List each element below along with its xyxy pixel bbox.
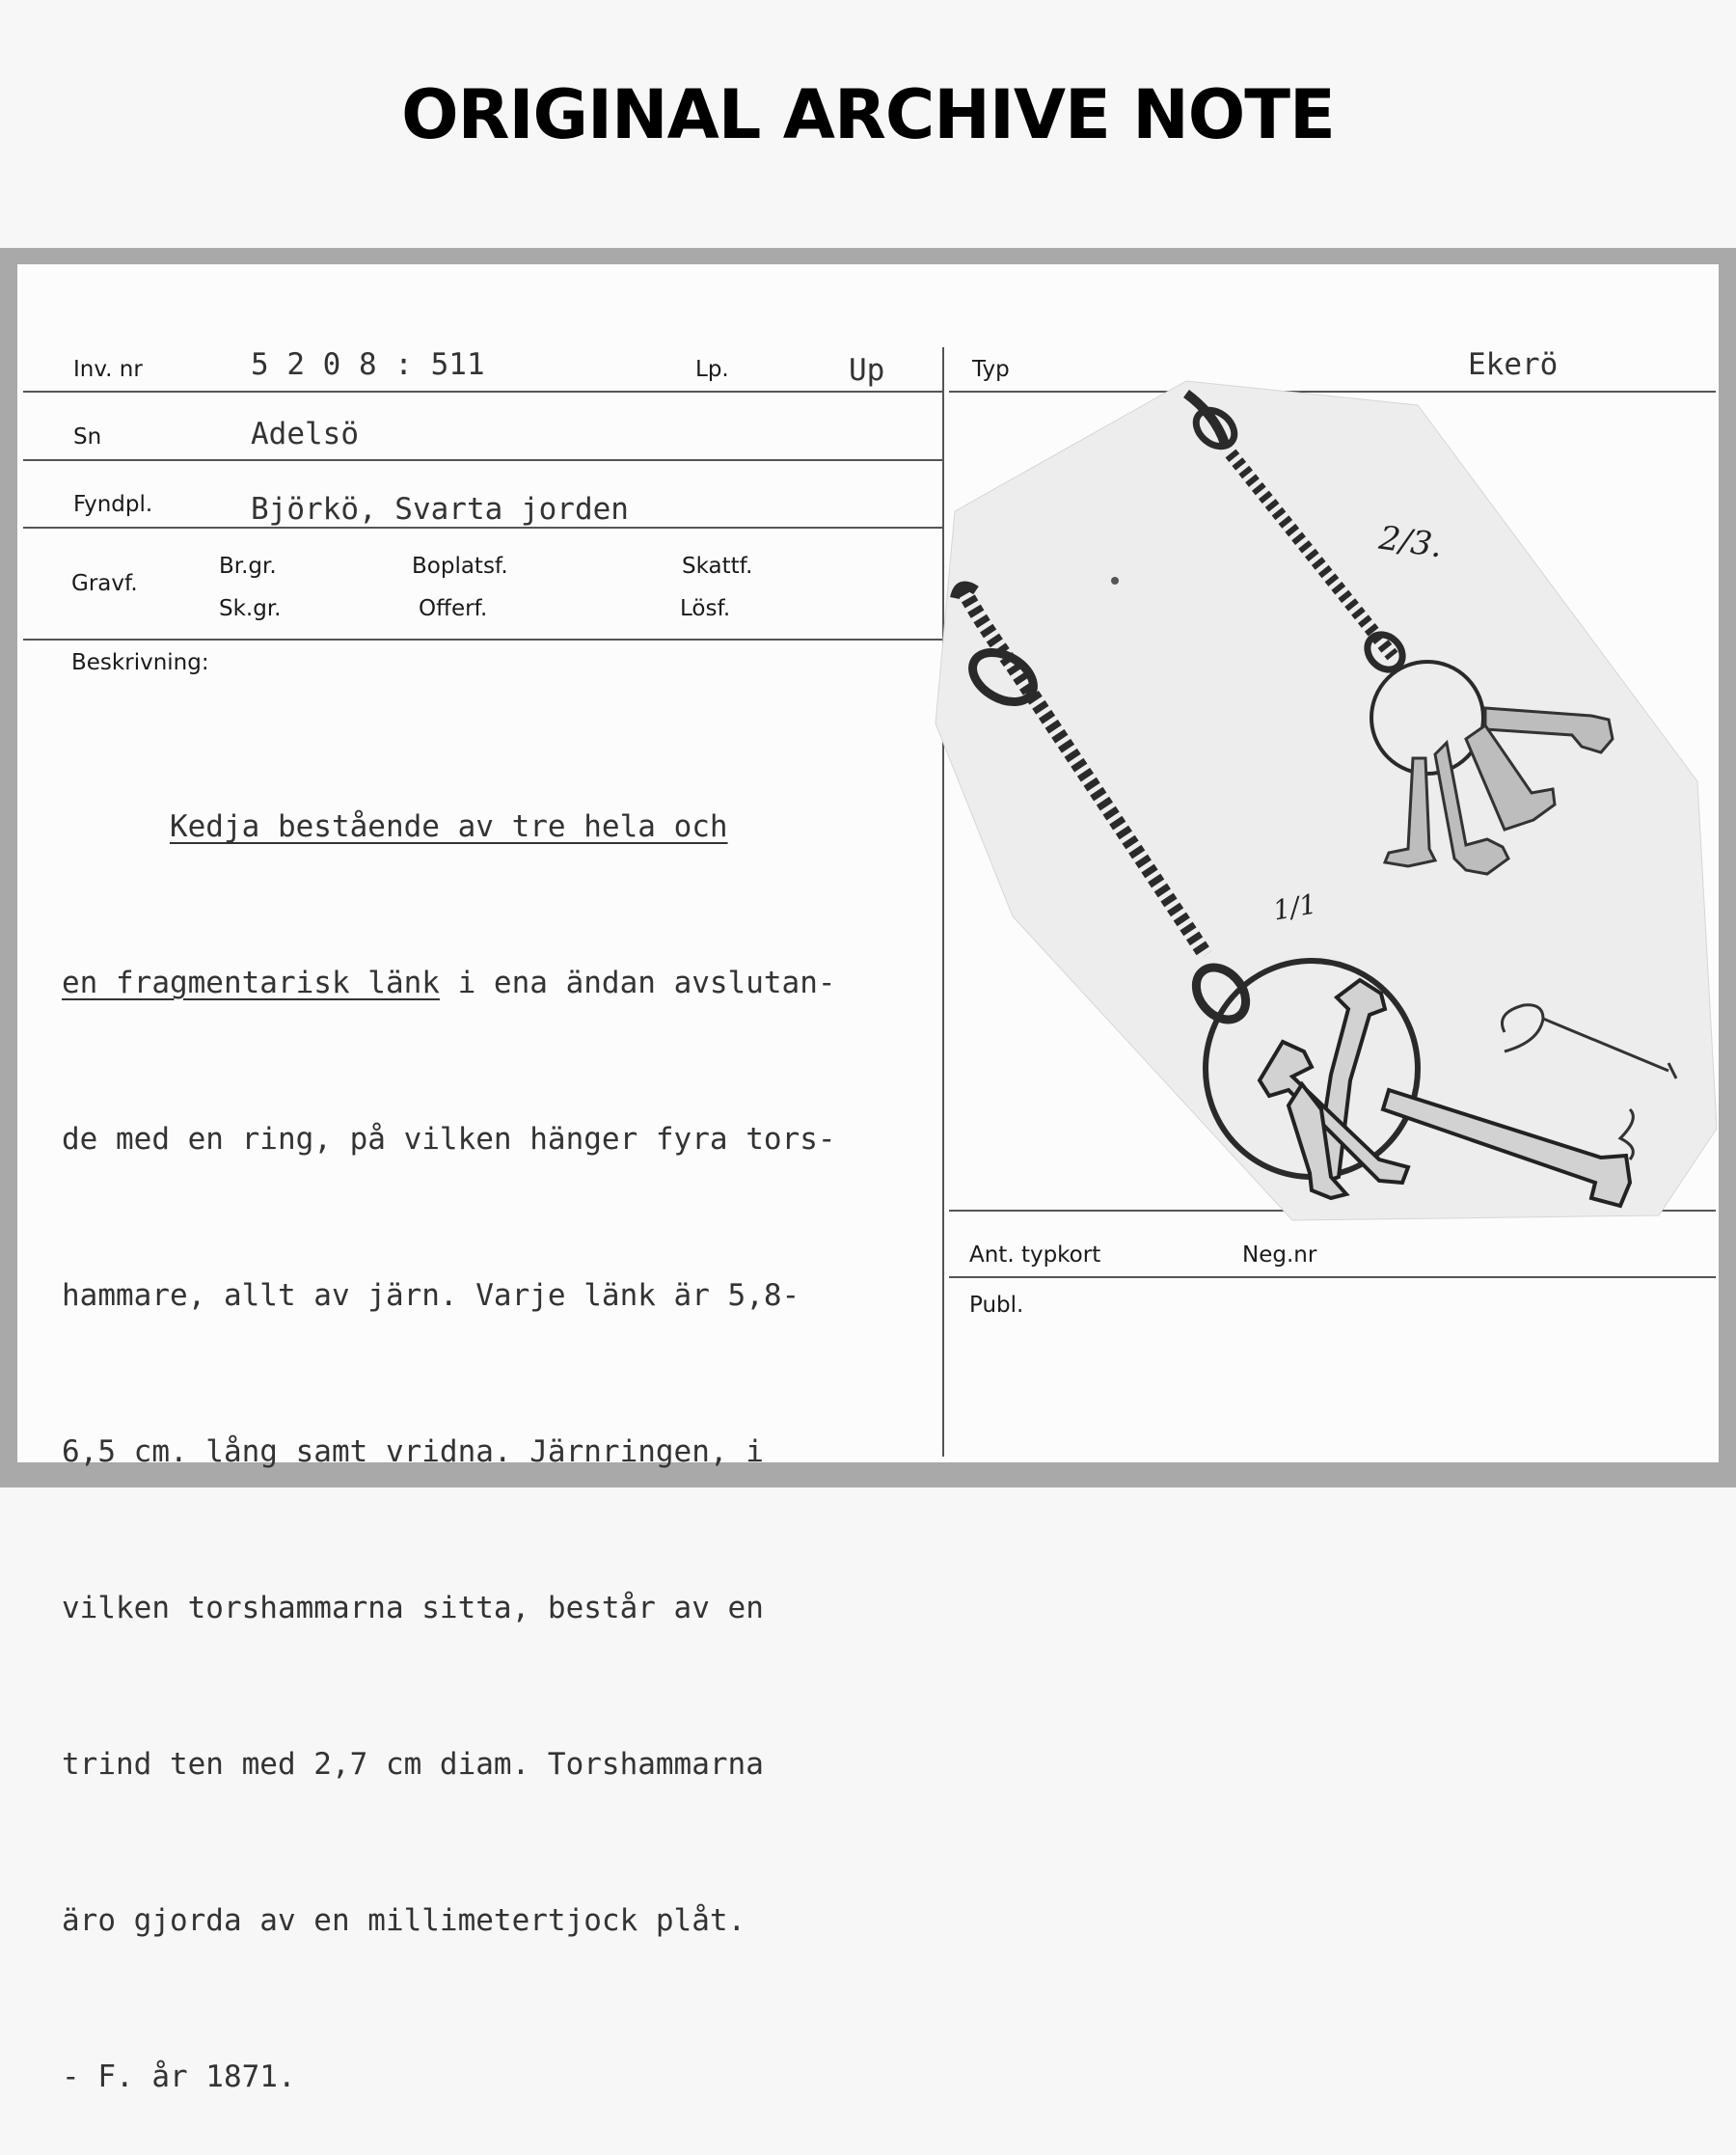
description-line (62, 801, 968, 853)
row-divider (949, 1276, 1716, 1278)
description-underlined: en fragmentarisk länk (62, 966, 440, 1000)
gravf-label: Gravf. (71, 571, 138, 596)
description-line: äro gjorda av en millimetertjock plåt. (62, 1903, 746, 1938)
ant-typkort-label: Ant. typkort (969, 1242, 1101, 1268)
lp-label: Lp. (695, 357, 729, 382)
row-divider (23, 527, 942, 529)
beskrivning-label: Beskrivning: (71, 650, 209, 675)
description-text-run: i ena ändan avslutan- (439, 966, 836, 1000)
inv-nr-label: Inv. nr (73, 357, 143, 382)
description-line (62, 957, 968, 1009)
fyndpl-label: Fyndpl. (73, 492, 153, 517)
description-line: vilken torshammarna sitta, består av en (62, 1591, 764, 1625)
sn-value: Adelsö (251, 417, 359, 451)
fyndpl-value: Björkö, Svarta jorden (251, 492, 629, 527)
paper-speck (1111, 577, 1119, 585)
description-line: hammare, allt av järn. Varje länk är 5,8- (62, 1278, 800, 1313)
page-title: ORIGINAL ARCHIVE NOTE (401, 75, 1335, 154)
scale-top-label: 2/3. (1376, 518, 1445, 566)
description-line: 6,5 cm. lång samt vridna. Järnringen, i (62, 1434, 764, 1469)
losf-label: Lösf. (680, 596, 731, 621)
row-divider (23, 639, 942, 641)
lp-value: Up (849, 353, 885, 388)
skattf-label: Skattf. (682, 554, 753, 579)
description-line: de med en ring, på vilken hänger fyra tors- (62, 1122, 836, 1157)
brgr-label: Br.gr. (219, 554, 277, 579)
offerf-label: Offerf. (419, 596, 488, 621)
inv-nr-value: 5 2 0 8 : 511 (251, 347, 485, 382)
negnr-label: Neg.nr (1242, 1242, 1317, 1268)
description-line: trind ten med 2,7 cm diam. Torshammarna (62, 1747, 764, 1782)
boplatsf-label: Boplatsf. (412, 554, 508, 579)
skgr-label: Sk.gr. (219, 596, 282, 621)
description-text (62, 696, 968, 2155)
description-underlined: Kedja bestående av tre hela och (169, 809, 728, 844)
scale-bottom-label: 1/1 (1270, 887, 1319, 927)
artifact-photo (926, 376, 1726, 1225)
typ-label: Typ (972, 357, 1010, 382)
publ-label: Publ. (969, 1293, 1024, 1318)
description-line: - F. år 1871. (62, 2060, 296, 2094)
row-divider (23, 459, 942, 461)
row-divider (23, 391, 942, 393)
typ-value: Ekerö (1468, 347, 1559, 382)
sn-label: Sn (73, 424, 102, 450)
